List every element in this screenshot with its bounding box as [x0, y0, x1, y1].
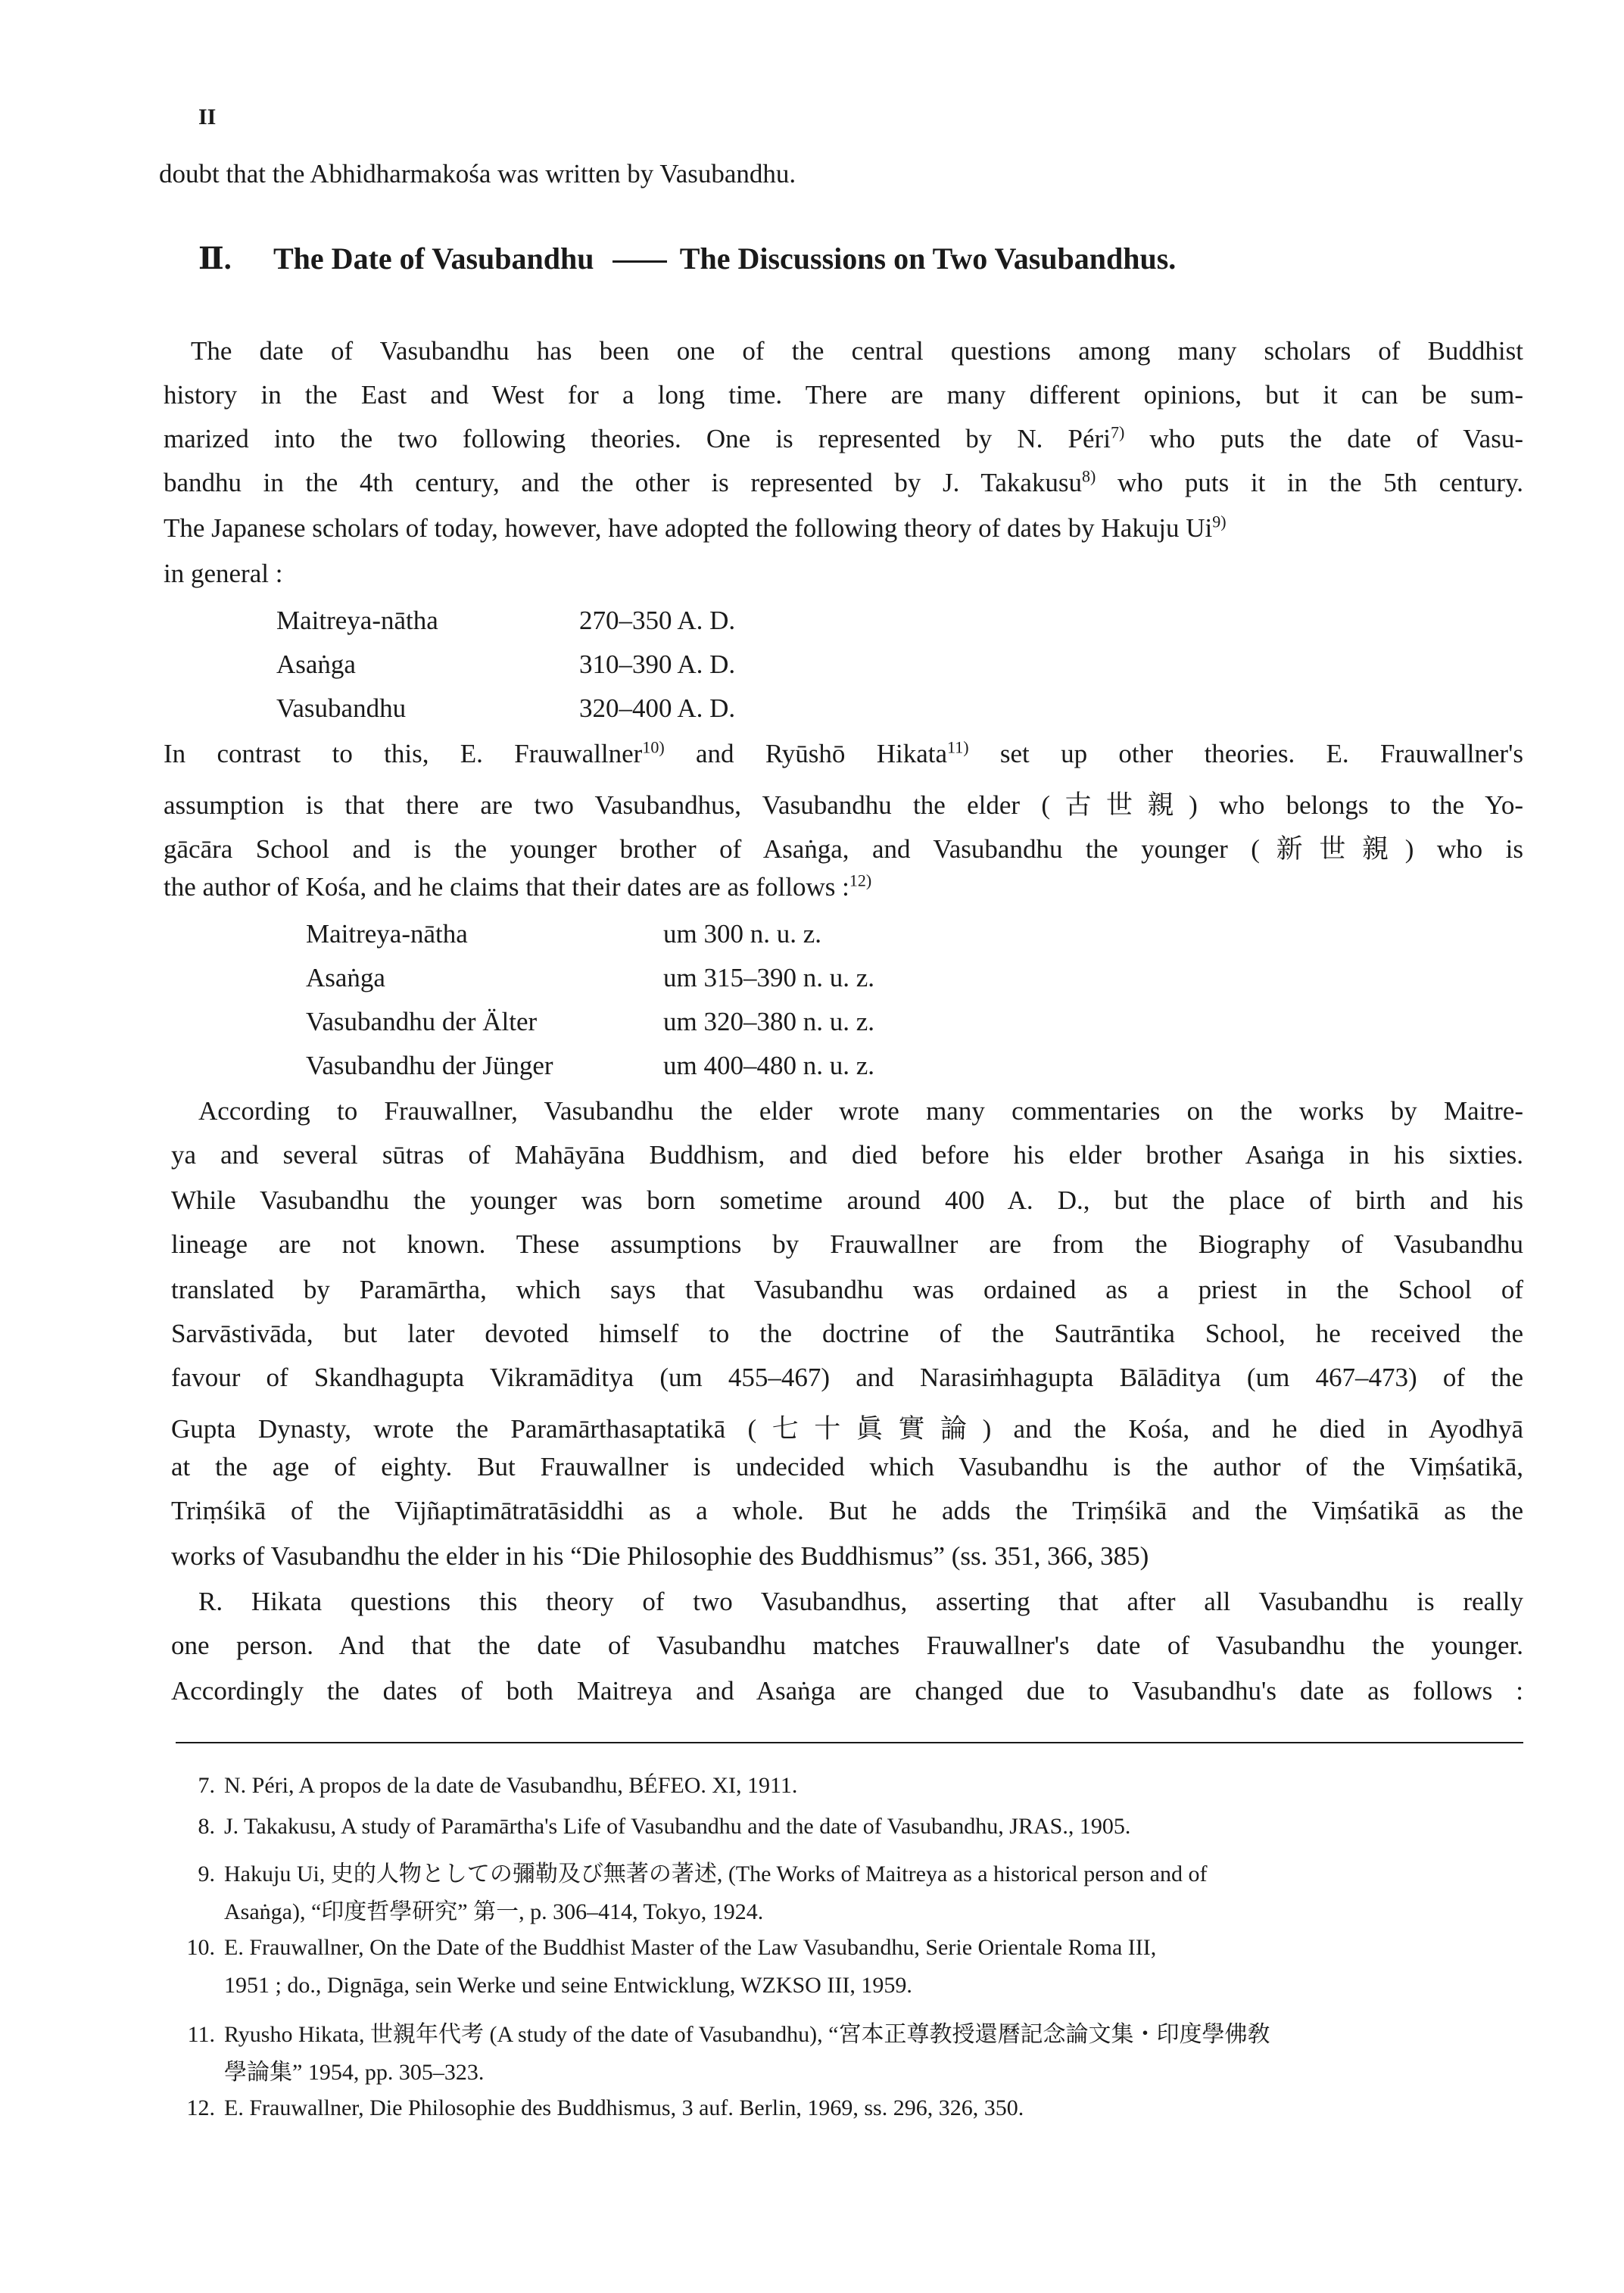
- para3-line-10: Triṃśikā of the Vijñaptimātratāsiddhi as a whole. But he adds the Triṃśikā and the Viṃśatikā as the: [171, 1496, 1523, 1525]
- section-title-part-b: The Discussions on Two Vasubandhus.: [679, 241, 1177, 276]
- section-heading: [198, 241, 1176, 276]
- table1-name: Vasubandhu: [276, 693, 407, 723]
- footnote-10: 10. E. Frauwallner, On the Date of the Buddhist Master of the Law Vasubandhu, Serie Orientale Roma III,: [186, 1935, 1157, 1960]
- footnote-9: 9. Hakuju Ui, 史的人物としての彌勒及び無著の著述, (The Works of Maitreya as a historical person and of: [198, 1862, 1208, 1886]
- footnote-ref-7: 7): [1110, 422, 1125, 442]
- table1-date: 270–350 A. D.: [579, 606, 736, 635]
- para2-line-4: the author of Kośa, and he claims that their dates are as follows :$^{12)}$: [164, 871, 872, 902]
- footnote-ref-9: 9): [1212, 512, 1227, 531]
- para2-line-1: In contrast to this, E. Frauwallner$^{10)}$ and Ryūshō Hikata$^{11)}$ set up other theories. E. Frauwallner's: [164, 737, 1523, 768]
- table2-date: um 300 n. u. z.: [663, 919, 822, 949]
- footnote-ref-12: 12): [849, 871, 872, 890]
- table2-date: um 400–480 n. u. z.: [663, 1051, 875, 1080]
- para1-line-6: in general :: [164, 559, 283, 588]
- section-number: Ⅱ.: [198, 241, 232, 276]
- footnote-7: 7. N. Péri, A propos de la date de Vasubandhu, BÉFEO. XI, 1911.: [198, 1773, 798, 1798]
- table2-date: um 320–380 n. u. z.: [663, 1007, 875, 1036]
- table1-date: 320–400 A. D.: [579, 693, 736, 723]
- table2-name: Vasubandhu der Älter: [306, 1007, 538, 1036]
- footnote-11: 11. Ryusho Hikata, 世親年代考 (A study of the date of Vasubandhu), “宮本正尊教授還曆記念論文集・印度學佛敎: [187, 2022, 1270, 2047]
- para1-line-1: The date of Vasubandhu has been one of the central questions among many scholars of Buddhist: [191, 336, 1523, 366]
- para1-line-5: The Japanese scholars of today, however, have adopted the following theory of dates by Hakuju Ui$^{9)}$: [164, 512, 1227, 543]
- table1-row: [276, 650, 735, 680]
- table1-name: Asaṅga: [276, 650, 356, 679]
- para1-line-2: history in the East and West for a long time. There are many different opinions, but it can be sum-: [164, 380, 1523, 410]
- para3-line-1: According to Frauwallner, Vasubandhu the elder wrote many commentaries on the works by Maitre-: [198, 1096, 1523, 1126]
- page-number: II: [198, 104, 217, 129]
- section-title-part-a: The Date of Vasubandhu: [273, 241, 594, 276]
- table1-date: 310–390 A. D.: [579, 650, 736, 679]
- opening-line: doubt that the Abhidharmakośa was written by Vasubandhu.: [159, 159, 796, 188]
- para3-line-2: ya and several sūtras of Mahāyāna Buddhism, and died before his elder brother Asaṅga in his sixties.: [171, 1140, 1523, 1170]
- table2-row: [306, 1051, 874, 1081]
- footnote-8: 8. J. Takakusu, A study of Paramārtha's Life of Vasubandhu and the date of Vasubandhu, JRAS., 1905.: [198, 1814, 1131, 1839]
- para1-line-4: bandhu in the 4th century, and the other is represented by J. Takakusu$^{8)}$ who puts it in the 5th century.: [164, 466, 1523, 497]
- footnote-ref-11: 11): [947, 737, 969, 757]
- em-dash-rule: [613, 260, 667, 263]
- para2-line-2: assumption is that there are two Vasubandhus, Vasubandhu the elder (古世親) who belongs to the Yo-: [164, 790, 1523, 820]
- para3-line-5: translated by Paramārtha, which says that Vasubandhu was ordained as a priest in the School of: [171, 1275, 1523, 1304]
- table2-row: [306, 1007, 874, 1037]
- table2-name: Asaṅga: [306, 963, 385, 992]
- table1-name: Maitreya-nātha: [276, 606, 438, 635]
- footnote-separator: [176, 1742, 1523, 1743]
- footnote-11-cont: 學論集” 1954, pp. 305–323.: [224, 2060, 485, 2085]
- table1-row: [276, 606, 735, 636]
- para3-line-11: works of Vasubandhu the elder in his “Die Philosophie des Buddhismus” (ss. 351, 366, 385): [171, 1541, 1149, 1571]
- footnote-ref-8: 8): [1082, 466, 1096, 486]
- table2-row: [306, 919, 821, 949]
- para4-line-1: R. Hikata questions this theory of two Vasubandhus, asserting that after all Vasubandhu is really: [198, 1587, 1523, 1616]
- table2-name: Vasubandhu der Jünger: [306, 1051, 553, 1080]
- para3-line-3: While Vasubandhu the younger was born sometime around 400 A. D., but the place of birth and his: [171, 1185, 1523, 1215]
- para3-line-8: Gupta Dynasty, wrote the Paramārthasaptatikā (七十眞實論) and the Kośa, and he died in Ayodhyā: [171, 1414, 1523, 1444]
- table2-row: [306, 963, 874, 993]
- para3-line-4: lineage are not known. These assumptions by Frauwallner are from the Biography of Vasubandhu: [171, 1229, 1523, 1259]
- para3-line-7: favour of Skandhagupta Vikramāditya (um 455–467) and Narasiṁhagupta Bālāditya (um 467–473) of the: [171, 1363, 1523, 1392]
- para1-line-3: marized into the two following theories. One is represented by N. Péri$^{7)}$ who puts the date of Vasu-: [164, 422, 1523, 453]
- footnote-12: 12. E. Frauwallner, Die Philosophie des Buddhismus, 3 auf. Berlin, 1969, ss. 296, 326, 350.: [186, 2095, 1024, 2120]
- para2-line-3: gācāra School and is the younger brother of Asaṅga, and Vasubandhu the younger (新世親) who is: [164, 834, 1523, 864]
- para3-line-6: Sarvāstivāda, but later devoted himself to the doctrine of the Sautrāntika School, he received the: [171, 1319, 1523, 1348]
- footnote-ref-10: 10): [642, 737, 665, 757]
- para4-line-2: one person. And that the date of Vasubandhu matches Frauwallner's date of Vasubandhu the younger.: [171, 1631, 1523, 1660]
- table2-name: Maitreya-nātha: [306, 919, 468, 949]
- para4-line-3: Accordingly the dates of both Maitreya and Asaṅga are changed due to Vasubandhu's date as follows :: [171, 1676, 1523, 1706]
- table1-row: [276, 693, 735, 724]
- table2-date: um 315–390 n. u. z.: [663, 963, 875, 992]
- footnote-9-cont: Asaṅga), “印度哲學研究” 第一, p. 306–414, Tokyo, 1924.: [224, 1899, 764, 1924]
- para3-line-9: at the age of eighty. But Frauwallner is undecided which Vasubandhu is the author of the Viṃśatikā,: [171, 1452, 1523, 1481]
- footnote-10-cont: 1951 ; do., Dignāga, sein Werke und seine Entwicklung, WZKSO III, 1959.: [224, 1973, 912, 1998]
